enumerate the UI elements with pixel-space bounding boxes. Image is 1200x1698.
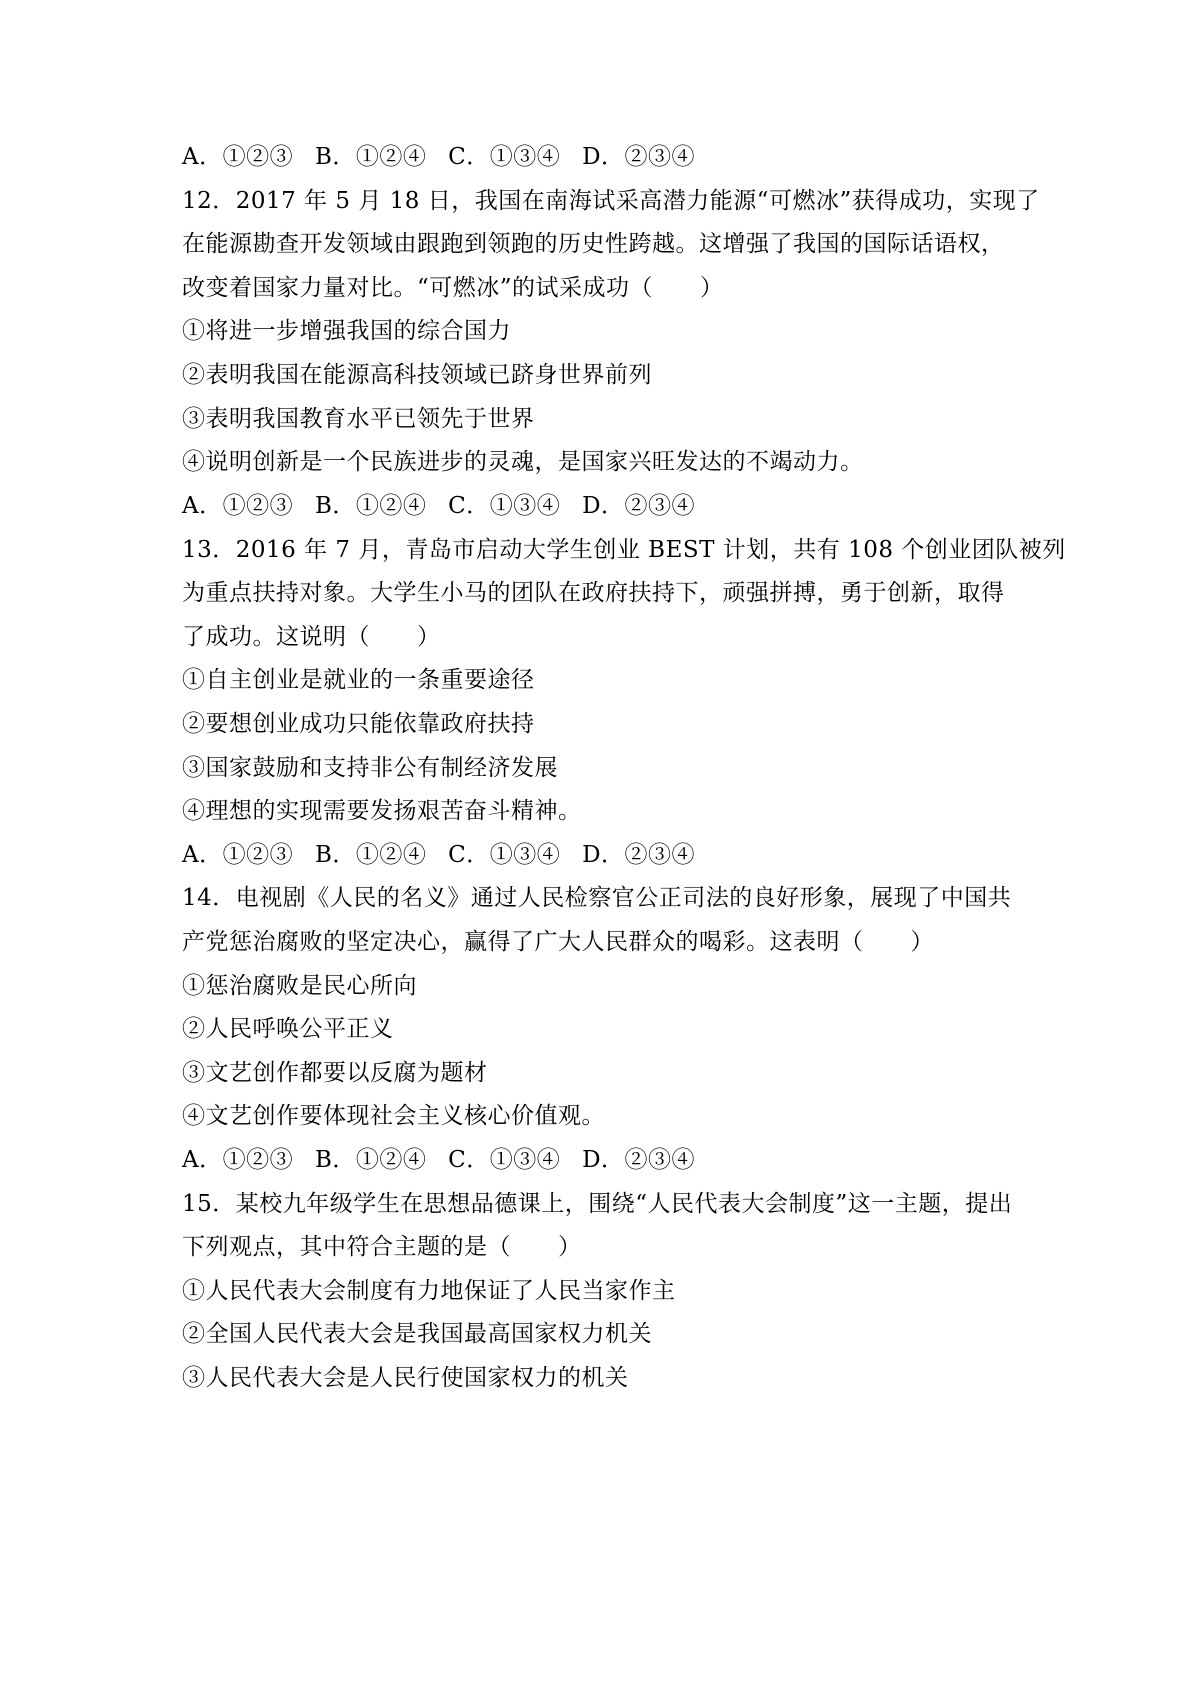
q12-option-c: C．①③④ xyxy=(448,493,561,519)
q15-stem-line: 15．某校九年级学生在思想品德课上，围绕“人民代表大会制度”这一主题，提出 xyxy=(182,1191,1013,1217)
q13-stem-line: 13．2016 年 7 月，青岛市启动大学生创业 BEST 计划，共有 108 个创业团队被列 xyxy=(182,537,1066,563)
q11-option-b: B．①②④ xyxy=(314,144,427,170)
q13-option-b: B．①②④ xyxy=(314,842,427,868)
q12-statement: ③表明我国教育水平已领先于世界 xyxy=(182,406,535,432)
q14-statement: ②人民呼唤公平正义 xyxy=(182,1016,394,1042)
q14-stem-line: 产党惩治腐败的坚定决心，赢得了广大人民群众的喝彩。这表明（ ） xyxy=(182,929,934,955)
q13-option-a: A．①②③ xyxy=(182,842,294,868)
q12-option-a: A．①②③ xyxy=(182,493,294,519)
q13-stem-line: 为重点扶持对象。大学生小马的团队在政府扶持下，顽强拼搏，勇于创新，取得 xyxy=(182,580,1005,606)
q12-option-b: B．①②④ xyxy=(314,493,427,519)
q14-options xyxy=(182,1145,1032,1175)
q13-stem-line: 了成功。这说明（ ） xyxy=(182,624,441,650)
q14-option-c: C．①③④ xyxy=(448,1147,561,1173)
q12-stem-line: 在能源勘查开发领域由跟跑到领跑的历史性跨越。这增强了我国的国际话语权， xyxy=(182,231,1005,257)
q11-option-a: A．①②③ xyxy=(182,144,294,170)
q12-statement: ①将进一步增强我国的综合国力 xyxy=(182,318,511,344)
q11-option-c: C．①③④ xyxy=(448,144,561,170)
q11-option-d: D．②③④ xyxy=(582,144,696,170)
q14-statement: ④文艺创作要体现社会主义核心价值观。 xyxy=(182,1103,605,1129)
q13-options xyxy=(182,840,1032,870)
q12-options xyxy=(182,491,1032,521)
q12-option-d: D．②③④ xyxy=(582,493,696,519)
q12-stem-line: 12．2017 年 5 月 18 日，我国在南海试采高潜力能源“可燃冰”获得成功，实现了 xyxy=(182,188,1040,214)
q14-statement: ①惩治腐败是民心所向 xyxy=(182,973,417,999)
q13-statement: ①自主创业是就业的一条重要途径 xyxy=(182,667,535,693)
q13-option-c: C．①③④ xyxy=(448,842,561,868)
q14-option-d: D．②③④ xyxy=(582,1147,696,1173)
q13-statement: ③国家鼓励和支持非公有制经济发展 xyxy=(182,755,558,781)
q15-statement: ③人民代表大会是人民行使国家权力的机关 xyxy=(182,1365,629,1391)
q14-option-a: A．①②③ xyxy=(182,1147,294,1173)
q14-stem-line: 14．电视剧《人民的名义》通过人民检察官公正司法的良好形象，展现了中国共 xyxy=(182,885,1012,911)
q13-statement: ④理想的实现需要发扬艰苦奋斗精神。 xyxy=(182,798,582,824)
q15-stem-line: 下列观点，其中符合主题的是（ ） xyxy=(182,1234,582,1260)
q11-options xyxy=(182,142,1032,172)
q13-option-d: D．②③④ xyxy=(582,842,696,868)
q14-statement: ③文艺创作都要以反腐为题材 xyxy=(182,1060,488,1086)
q15-statement: ②全国人民代表大会是我国最高国家权力机关 xyxy=(182,1321,652,1347)
q15-statement: ①人民代表大会制度有力地保证了人民当家作主 xyxy=(182,1278,676,1304)
q12-statement: ④说明创新是一个民族进步的灵魂，是国家兴旺发达的不竭动力。 xyxy=(182,449,864,475)
q12-stem-line: 改变着国家力量对比。“可燃冰”的试采成功（ ） xyxy=(182,275,724,301)
q14-option-b: B．①②④ xyxy=(314,1147,427,1173)
q12-statement: ②表明我国在能源高科技领域已跻身世界前列 xyxy=(182,362,652,388)
q13-statement: ②要想创业成功只能依靠政府扶持 xyxy=(182,711,535,737)
